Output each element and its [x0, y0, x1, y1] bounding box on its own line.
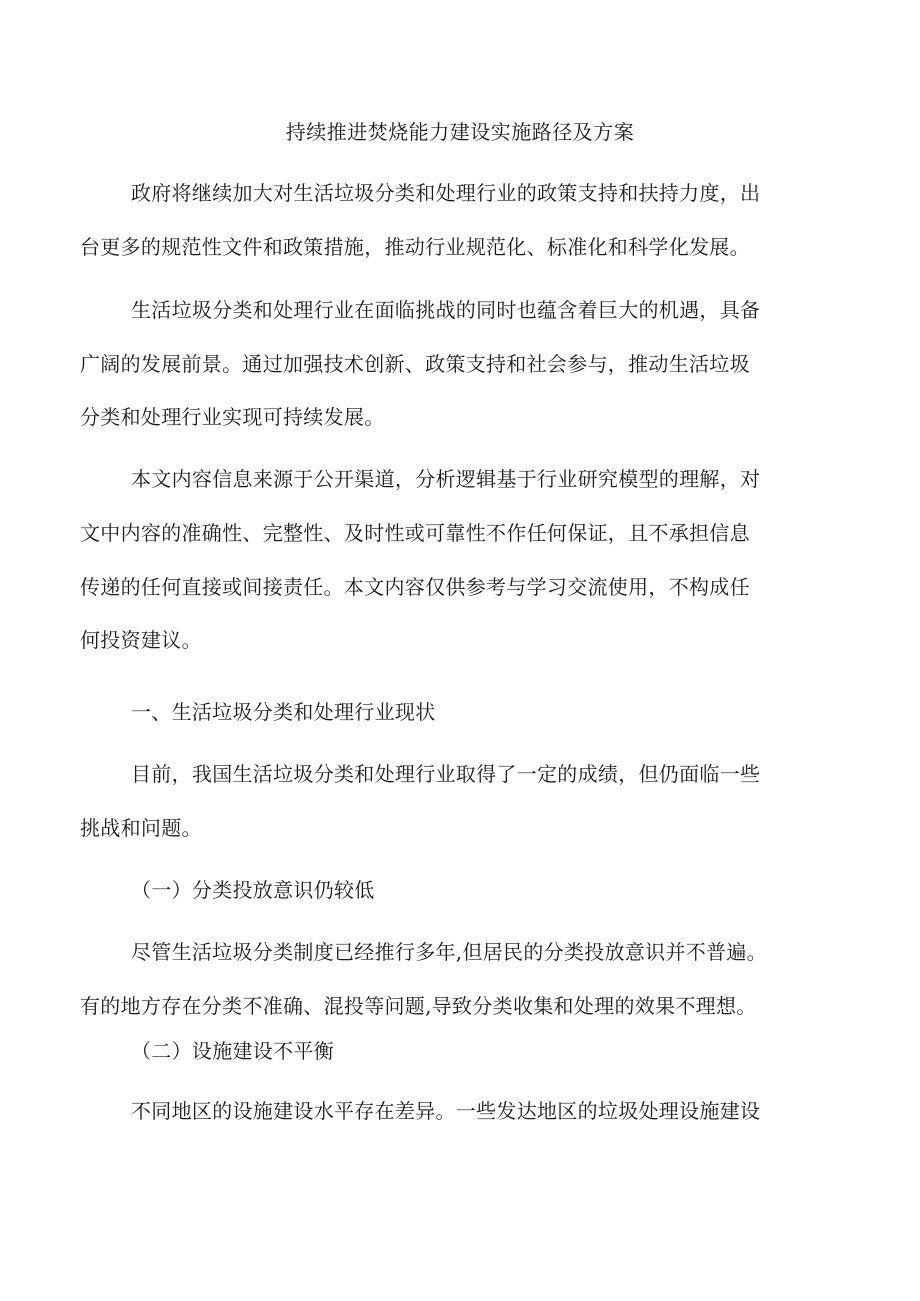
- section-1-line-1: 目前，我国生活垃圾分类和处理行业取得了一定的成绩，但仍面临一些: [131, 762, 761, 786]
- paragraph-3-line-2: 文中内容的准确性、完整性、及时性或可靠性不作任何保证，且不承担信息: [80, 521, 750, 545]
- paragraph-3-line-1: 本文内容信息来源于公开渠道，分析逻辑基于行业研究模型的理解，对: [131, 467, 761, 491]
- paragraph-2-line-2: 广阔的发展前景。通过加强技术创新、政策支持和社会参与，推动生活垃圾: [80, 352, 750, 376]
- subsection-2-line-1: 不同地区的设施建设水平存在差异。一些发达地区的垃圾处理设施建设: [131, 1099, 761, 1123]
- paragraph-2-line-1: 生活垃圾分类和处理行业在面临挑战的同时也蕴含着巨大的机遇，具备: [131, 298, 761, 322]
- paragraph-2-line-3: 分类和处理行业实现可持续发展。: [80, 405, 385, 429]
- subsection-1-line-1: 尽管生活垃圾分类制度已经推行多年,但居民的分类投放意识并不普遍。: [131, 940, 767, 964]
- paragraph-1-line-1: 政府将继续加大对生活垃圾分类和处理行业的政策支持和扶持力度，出: [131, 181, 761, 205]
- section-1-line-2: 挑战和问题。: [80, 816, 202, 840]
- subsection-2-heading: （二）设施建设不平衡: [131, 1039, 334, 1063]
- paragraph-1-line-2: 台更多的规范性文件和政策措施，推动行业规范化、标准化和科学化发展。: [80, 235, 750, 259]
- document-title: 持续推进焚烧能力建设实施路径及方案: [285, 120, 635, 144]
- subsection-1-heading: （一）分类投放意识仍较低: [131, 878, 375, 902]
- paragraph-3-line-3: 传递的任何直接或间接责任。本文内容仅供参考与学习交流使用，不构成任: [80, 575, 750, 599]
- section-1-heading: 一、生活垃圾分类和处理行业现状: [131, 700, 436, 724]
- paragraph-3-line-4: 何投资建议。: [80, 628, 202, 652]
- subsection-1-line-2: 有的地方存在分类不准确、混投等问题,导致分类收集和处理的效果不理想。: [80, 994, 757, 1018]
